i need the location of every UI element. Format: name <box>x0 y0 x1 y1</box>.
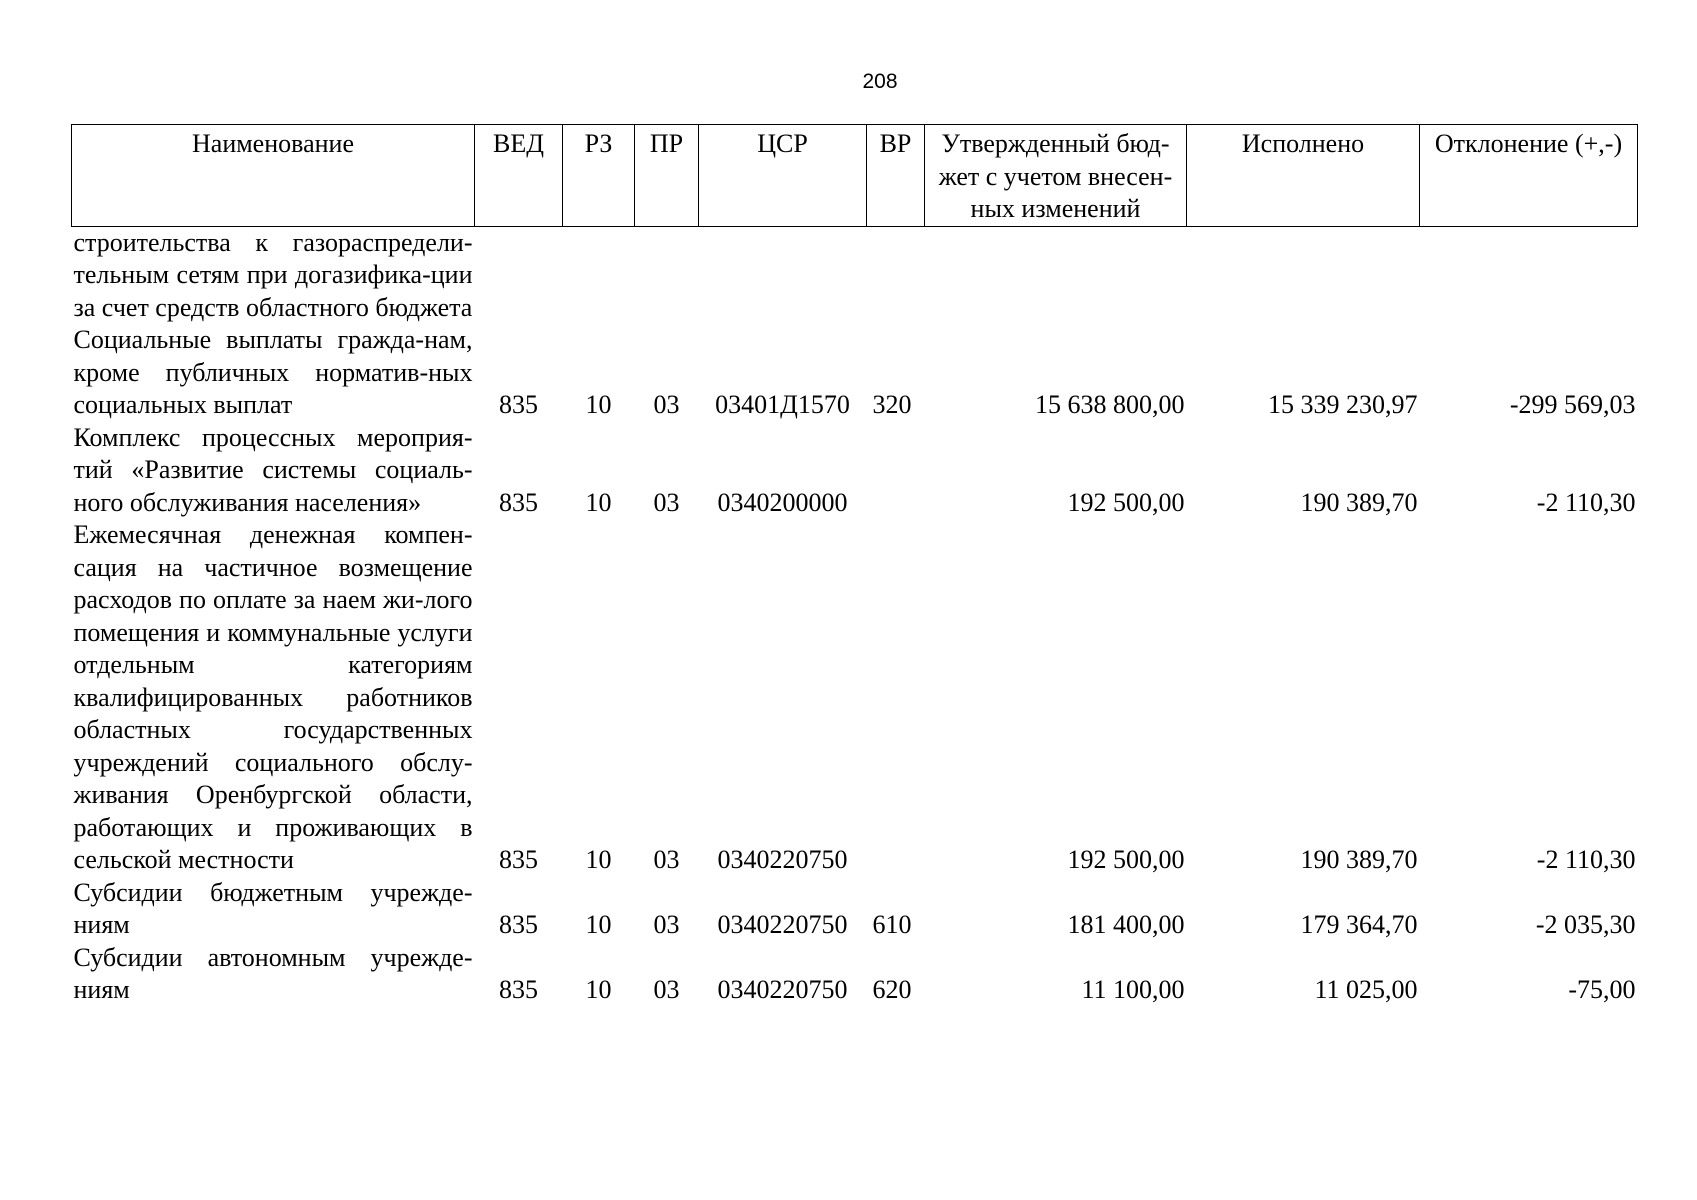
row-vr <box>867 519 925 877</box>
row-pr: 03 <box>653 390 680 419</box>
row-rz: 10 <box>585 845 612 874</box>
row-vr <box>867 226 925 324</box>
row-budget: 15 638 800,00 <box>1035 390 1185 419</box>
row-vr: 620 <box>872 975 912 1004</box>
row-csr: 0340200000 <box>717 487 848 517</box>
row-csr: 0340220750 <box>717 845 848 874</box>
row-budget: 192 500,00 <box>1067 845 1185 874</box>
table-row <box>72 942 1638 1007</box>
row-rz: 10 <box>585 487 612 517</box>
row-ved: 835 <box>499 910 538 939</box>
row-budget: 11 100,00 <box>1081 975 1185 1004</box>
row-deviation: -2 035,30 <box>1535 910 1636 939</box>
row-pr: 03 <box>653 487 680 517</box>
row-csr: 03401Д1570 <box>715 390 850 419</box>
row-csr: 0340220750 <box>717 975 848 1004</box>
row-name: Комплекс процессных мероприя-тий «Развитие системы социаль-ного обслуживания населения» <box>73 422 473 517</box>
table-header <box>72 125 1638 227</box>
row-csr: 0340220750 <box>717 910 848 939</box>
row-name: Субсидии автономным учрежде-ниям <box>73 942 473 1004</box>
row-deviation: -2 110,30 <box>1536 487 1636 517</box>
row-executed: 190 389,70 <box>1300 845 1418 874</box>
column-header-deviation: Отклонение (+,-) <box>1420 125 1638 227</box>
row-vr: 320 <box>872 390 912 419</box>
table-row <box>72 422 1638 520</box>
row-pr: 03 <box>653 910 680 939</box>
table-row <box>72 324 1638 422</box>
table-body <box>72 226 1638 1007</box>
row-pr <box>635 226 699 324</box>
row-deviation <box>1420 226 1638 324</box>
row-ved: 835 <box>499 487 538 517</box>
row-ved: 835 <box>499 390 538 419</box>
row-deviation: -75,00 <box>1568 975 1636 1004</box>
row-budget: 192 500,00 <box>1067 487 1185 517</box>
row-executed <box>1187 226 1420 324</box>
row-rz: 10 <box>585 910 612 939</box>
page-number: 208 <box>862 70 898 93</box>
row-name: Социальные выплаты гражда-нам, кроме публичных норматив-ных социальных выплат <box>73 325 473 419</box>
row-pr: 03 <box>653 975 680 1004</box>
column-header-pr: ПР <box>635 125 699 227</box>
row-deviation: -2 110,30 <box>1536 845 1636 874</box>
column-header-ved: ВЕД <box>475 125 563 227</box>
row-csr <box>699 226 867 324</box>
column-header-vr: ВР <box>867 125 925 227</box>
row-executed: 179 364,70 <box>1300 910 1418 939</box>
row-rz: 10 <box>585 390 612 419</box>
budget-table <box>71 124 1638 1007</box>
row-name: строительства к газораспредели-тельным сетям при догазифика-ции за счет средств областного бюджета <box>73 227 473 322</box>
column-header-csr: ЦСР <box>699 125 867 227</box>
column-header-budget: Утвержденный бюд-жет с учетом внесен-ных изменений <box>925 125 1187 227</box>
column-header-rz: РЗ <box>563 125 635 227</box>
row-executed: 11 025,00 <box>1314 975 1418 1004</box>
row-ved <box>475 226 563 324</box>
table-row <box>72 877 1638 942</box>
column-header-executed: Исполнено <box>1187 125 1420 227</box>
row-budget <box>925 226 1187 324</box>
row-executed: 15 339 230,97 <box>1268 390 1418 419</box>
row-name: Субсидии бюджетным учрежде-ниям <box>73 877 473 939</box>
row-vr: 610 <box>872 910 912 939</box>
row-vr <box>867 422 925 520</box>
row-ved: 835 <box>499 845 538 874</box>
column-header-name: Наименование <box>72 125 475 227</box>
row-budget: 181 400,00 <box>1067 910 1185 939</box>
row-ved: 835 <box>499 975 538 1004</box>
row-rz: 10 <box>585 975 612 1004</box>
table-row <box>72 226 1638 324</box>
row-rz <box>563 226 635 324</box>
row-deviation: -299 569,03 <box>1509 390 1636 419</box>
row-pr: 03 <box>653 845 680 874</box>
row-name: Ежемесячная денежная компен-сация на частичное возмещение расходов по оплате за наем жи-лого помещения и коммунальные услуги отдельным категориям квалифицированных работников областных государственных учреждений социального обслу-живания Оренбургской области, работающих и проживающих в сельской местности <box>73 520 473 874</box>
row-executed: 190 389,70 <box>1300 487 1418 517</box>
table-row <box>72 519 1638 877</box>
